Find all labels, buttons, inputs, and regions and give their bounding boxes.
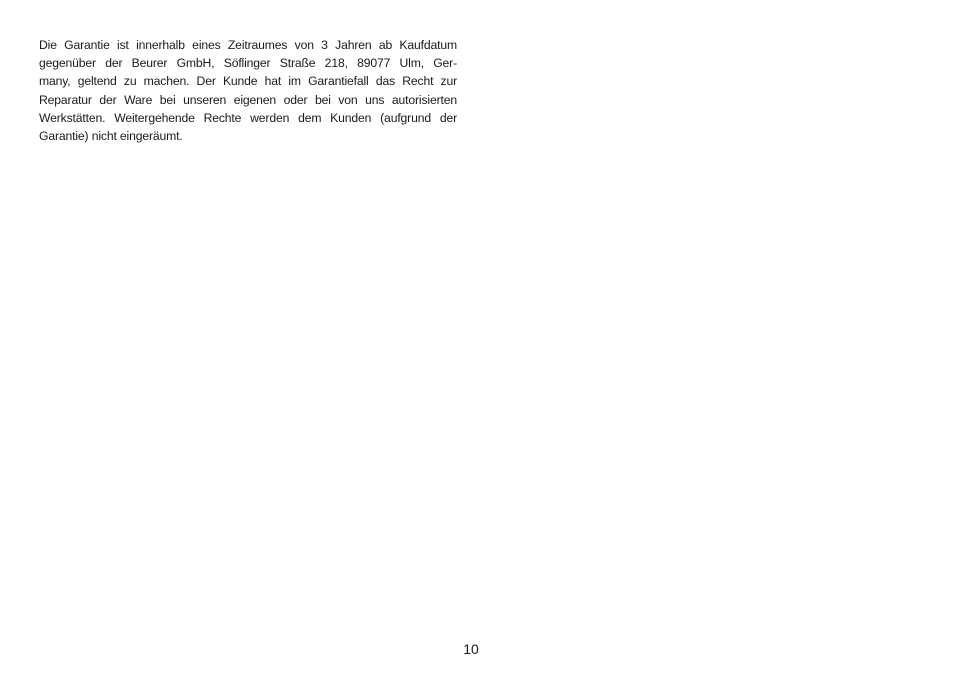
paragraph-line: Garantie) nicht eingeräumt. (39, 128, 183, 143)
paragraph-line: Die Garantie ist innerhalb eines Zeitraumes von 3 Jahren ab Kaufdatum (39, 38, 457, 52)
paragraph-line: Werkstätten. Weitergehende Rechte werden dem Kunden (aufgrund der (39, 110, 457, 125)
paragraph-line: many, geltend zu machen. Der Kunde hat im Garantiefall das Recht zur (39, 74, 457, 89)
warranty-paragraph (39, 36, 457, 145)
paragraph-line: Reparatur der Ware bei unseren eigenen oder bei von uns autorisierten (39, 92, 457, 107)
page-number: 10 (463, 641, 479, 657)
paragraph-line: gegenüber der Beurer GmbH, Söflinger Straße 218, 89077 Ulm, Ger- (39, 56, 457, 71)
